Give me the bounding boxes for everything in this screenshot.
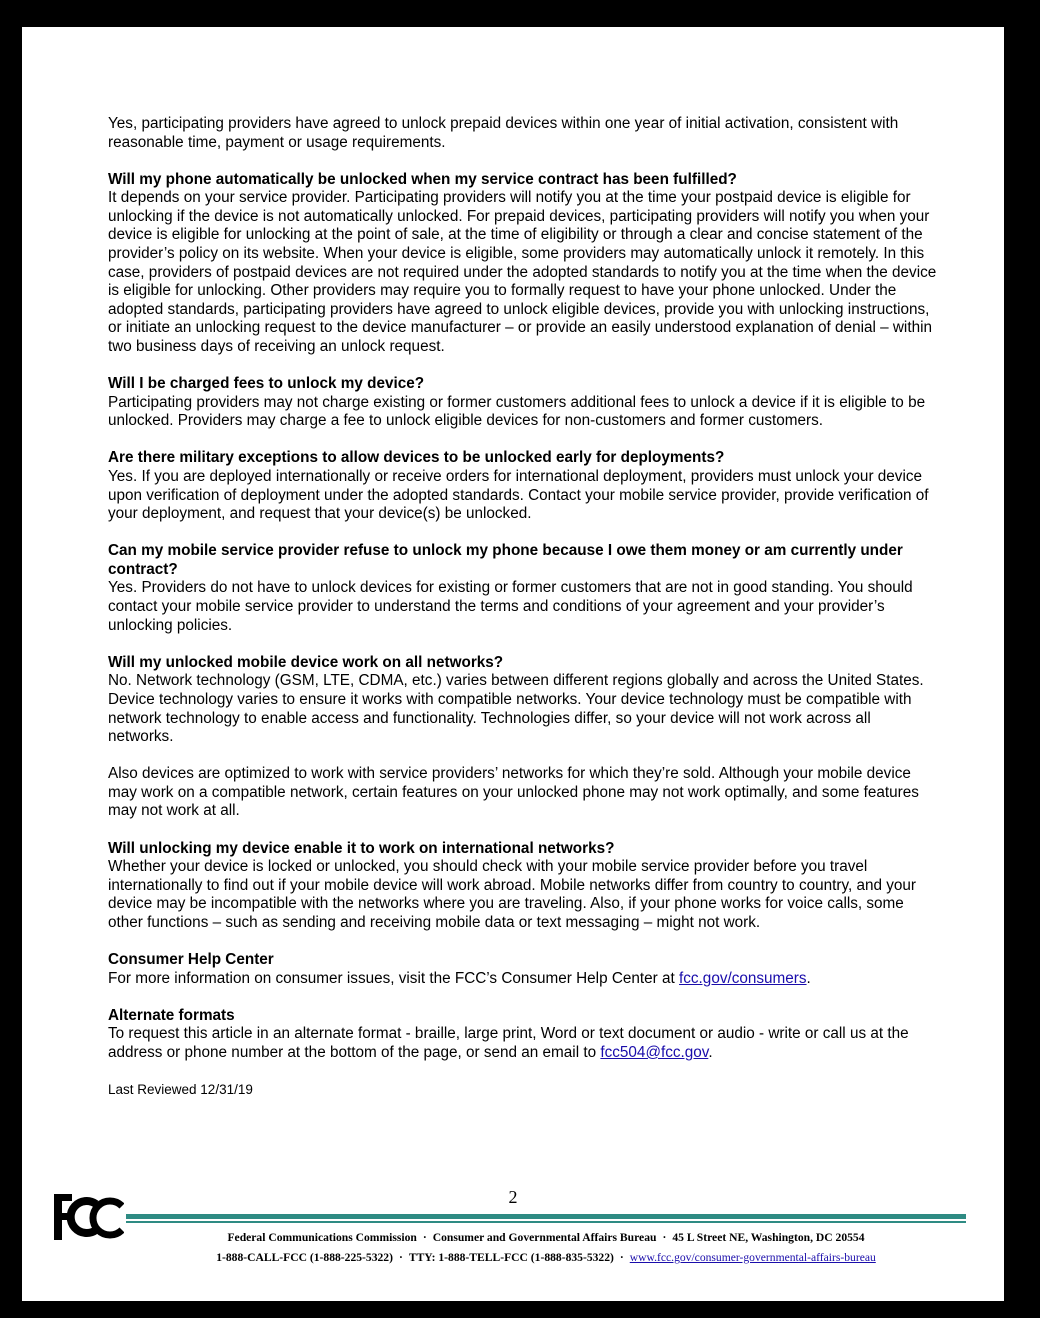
footer-line-1 — [126, 1231, 966, 1244]
footer-line-2 — [126, 1251, 966, 1264]
faq-answer: Participating providers may not charge existing or former customers additional fees to unlock a device if it is eligible to be unlocked. Providers may charge a fee to unlock eligible devices for non-customers and former customers. — [108, 393, 926, 430]
footer-org: Federal Communications Commission — [227, 1231, 417, 1244]
footer-rule-thin — [126, 1221, 966, 1223]
faq-question: Will my phone automatically be unlocked when my service contract has been fulfilled? — [108, 170, 737, 188]
footer-tty: TTY: 1-888-TELL-FCC (1-888-835-5322) — [408, 1251, 614, 1264]
footer-rule — [126, 1214, 966, 1219]
faq-answer: Whether your device is locked or unlocked, you should check with your mobile service provider before you travel internationally to find out if your mobile device will work abroad. Mobile networks differ from country to country, and your device may be incompatible with the networks where you are traveling. Also, if your phone works for voice calls, some other functions – such as sending and receiving mobile data or text messaging – might not work. — [108, 858, 917, 931]
faq-answer: Yes. Providers do not have to unlock devices for existing or former customers that are not in good standing. You should contact your mobile service provider to understand the terms and conditions of your agreement and your provider’s unlocking policies. — [108, 579, 913, 634]
help-center-heading: Consumer Help Center — [108, 950, 274, 968]
faq-answer: Yes. If you are deployed internationally or receive orders for international deployment, providers must unlock your device upon verification of deployment under the adopted standards. Contact your mobile service provider, provide verification of your deployment, and request that your device(s) be unlocked. — [108, 468, 929, 523]
footer-url-link[interactable]: www.fcc.gov/consumer-governmental-affairs-bureau — [629, 1251, 876, 1264]
alternate-formats-heading: Alternate formats — [108, 1006, 235, 1024]
footer-separator: · — [422, 1231, 427, 1244]
help-center-section — [108, 951, 938, 988]
help-center-text — [108, 970, 938, 989]
footer-separator: · — [619, 1251, 624, 1264]
alternate-formats-text — [108, 1025, 938, 1062]
faq-question: Will I be charged fees to unlock my device? — [108, 375, 425, 393]
faq-item — [108, 375, 938, 431]
faq-item — [108, 171, 938, 357]
faq-item — [108, 449, 938, 523]
intro-paragraph: Yes, participating providers have agreed to unlock prepaid devices within one year of initial activation, consistent with reasonable time, payment or usage requirements. — [108, 115, 899, 151]
document-page — [22, 27, 1004, 1301]
faq-question: Can my mobile service provider refuse to unlock my phone because I owe them money or am currently under contract? — [108, 542, 903, 578]
alternate-formats-end: . — [708, 1043, 713, 1061]
footer-address: 45 L Street NE, Washington, DC 20554 — [672, 1231, 865, 1244]
consumers-link[interactable]: fcc.gov/consumers — [679, 969, 807, 987]
alternate-formats-section — [108, 1007, 938, 1063]
faq-item — [108, 654, 938, 747]
help-center-end: . — [806, 969, 811, 987]
help-center-body: For more information on consumer issues, visit the FCC’s Consumer Help Center at — [108, 969, 680, 987]
footer-bureau: Consumer and Governmental Affairs Bureau — [432, 1231, 657, 1244]
footer-phone: 1-888-CALL-FCC (1-888-225-5322) — [216, 1251, 393, 1264]
email-link[interactable]: fcc504@fcc.gov — [600, 1043, 709, 1061]
faq-question: Will my unlocked mobile device work on all networks? — [108, 653, 504, 671]
fcc-logo-icon — [52, 1192, 124, 1242]
footer-separator: · — [662, 1231, 667, 1244]
networks-extra-paragraph: Also devices are optimized to work with service providers’ networks for which they’re sold. Although your mobile device may work on a compatible network, certain features on your unlocked phone may not work optimally, and some features may not work at all. — [108, 765, 919, 820]
faq-item — [108, 840, 938, 933]
faq-item — [108, 542, 938, 635]
page-number: 2 — [508, 1187, 518, 1207]
footer-separator: · — [398, 1251, 403, 1264]
last-reviewed: Last Reviewed 12/31/19 — [108, 1081, 253, 1097]
faq-answer: No. Network technology (GSM, LTE, CDMA, etc.) varies between different regions globally and across the United States. Device technology varies to ensure it works with compatible networks. Your device technology must be compatible with network technology to enable access and functionality. Technologies differ, so your device will not work across all networks. — [108, 672, 924, 746]
faq-question: Will unlocking my device enable it to work on international networks? — [108, 839, 615, 857]
faq-question: Are there military exceptions to allow devices to be unlocked early for deployments? — [108, 449, 725, 467]
faq-answer: It depends on your service provider. Participating providers will notify you at the time your postpaid device is eligible for unlocking if the device is not automatically unlocked. For prepaid devices, participating providers will notify you when your device is eligible for unlocking at the point of sale, at the time of eligibility or through a clear and concise statement of the provider’s policy on its website. When your device is eligible, some providers may automatically unlock it remotely. In this case, providers of postpaid devices are not required under the adopted standards to notify you at the time when the device is eligible for unlocking. Other providers may require you to formally request to have your phone unlocked. Under the adopted standards, participating providers have agreed to unlock eligible devices, provide you with unlocking instructions, or initiate an unlocking request to the device manufacturer – or provide an easily understood explanation of denial – within two business days of receiving an unlock request. — [108, 189, 937, 356]
alternate-formats-body: To request this article in an alternate format - braille, large print, Word or text document or audio - write or call us at the address or phone number at the bottom of the page, or send an email to — [108, 1025, 909, 1061]
page-content — [108, 115, 938, 1100]
